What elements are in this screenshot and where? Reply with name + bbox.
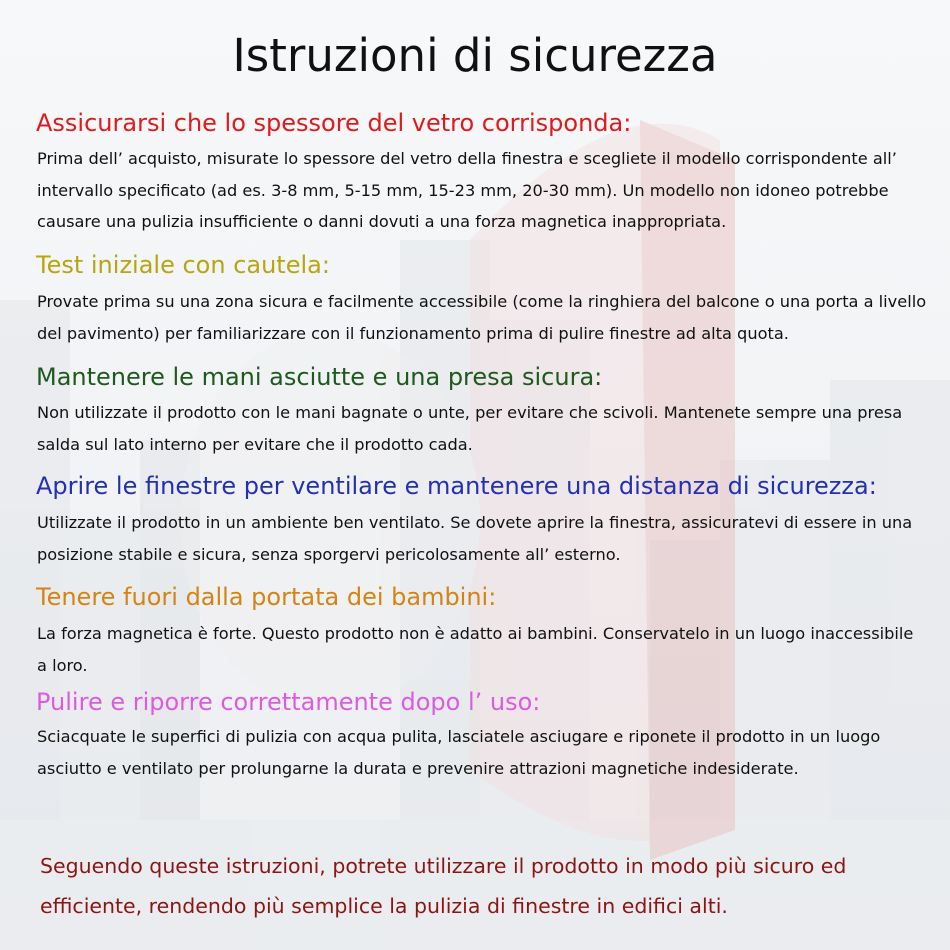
section-body-dry-hands: Non utilizzate il prodotto con le mani bagnate o unte, per evitare che scivoli. Mantenete sempre una presa salda sul lato interno per evitare che il prodotto cada.: [37, 403, 903, 454]
section-heading-children: Tenere fuori dalla portata dei bambini:: [36, 583, 497, 611]
section-heading-dry-hands: Mantenere le mani asciutte e una presa sicura:: [36, 363, 603, 391]
section-body-clean-store: Sciacquate le superfici di pulizia con acqua pulita, lasciatele asciugare e riponete il prodotto in un luogo asciutto e ventilato per prolungarne la durata e prevenire attrazioni magnetiche indesiderate.: [37, 727, 881, 778]
section-heading-initial-test: Test iniziale con cautela:: [36, 251, 330, 279]
section-body-glass-thickness: Prima dell’ acquisto, misurate lo spessore del vetro della finestra e scegliete il modello corrispondente all’ intervallo specificato (ad es. 3-8 mm, 5-15 mm, 15-23 mm, 20-30 mm). Un modello non idoneo potrebbe causare una pulizia insufficiente o danni dovuti a una forza magnetica inappropriata.: [37, 149, 897, 231]
section-heading-glass-thickness: Assicurarsi che lo spessore del vetro corrisponda:: [36, 109, 632, 137]
section-body-initial-test: Provate prima su una zona sicura e facilmente accessibile (come la ringhiera del balcone o una porta a livello del pavimento) per familiarizzare con il funzionamento prima di pulire finestre ad alta quota.: [37, 292, 927, 343]
section-body-children: La forza magnetica è forte. Questo prodotto non è adatto ai bambini. Conservatelo in un luogo inaccessibile a loro.: [37, 624, 914, 675]
section-heading-ventilation: Aprire le finestre per ventilare e mantenere una distanza di sicurezza:: [36, 472, 877, 500]
section-body-ventilation: Utilizzate il prodotto in un ambiente ben ventilato. Se dovete aprire la finestra, assicuratevi di essere in una posizione stabile e sicura, senza sporgervi pericolosamente all’ esterno.: [37, 513, 913, 564]
page-title: Istruzioni di sicurezza: [232, 29, 718, 82]
closing-note: Seguendo queste istruzioni, potrete utilizzare il prodotto in modo più sicuro ed efficiente, rendendo più semplice la pulizia di finestre in edifici alti.: [40, 854, 847, 918]
section-heading-clean-store: Pulire e riporre correttamente dopo l’ uso:: [36, 688, 541, 716]
